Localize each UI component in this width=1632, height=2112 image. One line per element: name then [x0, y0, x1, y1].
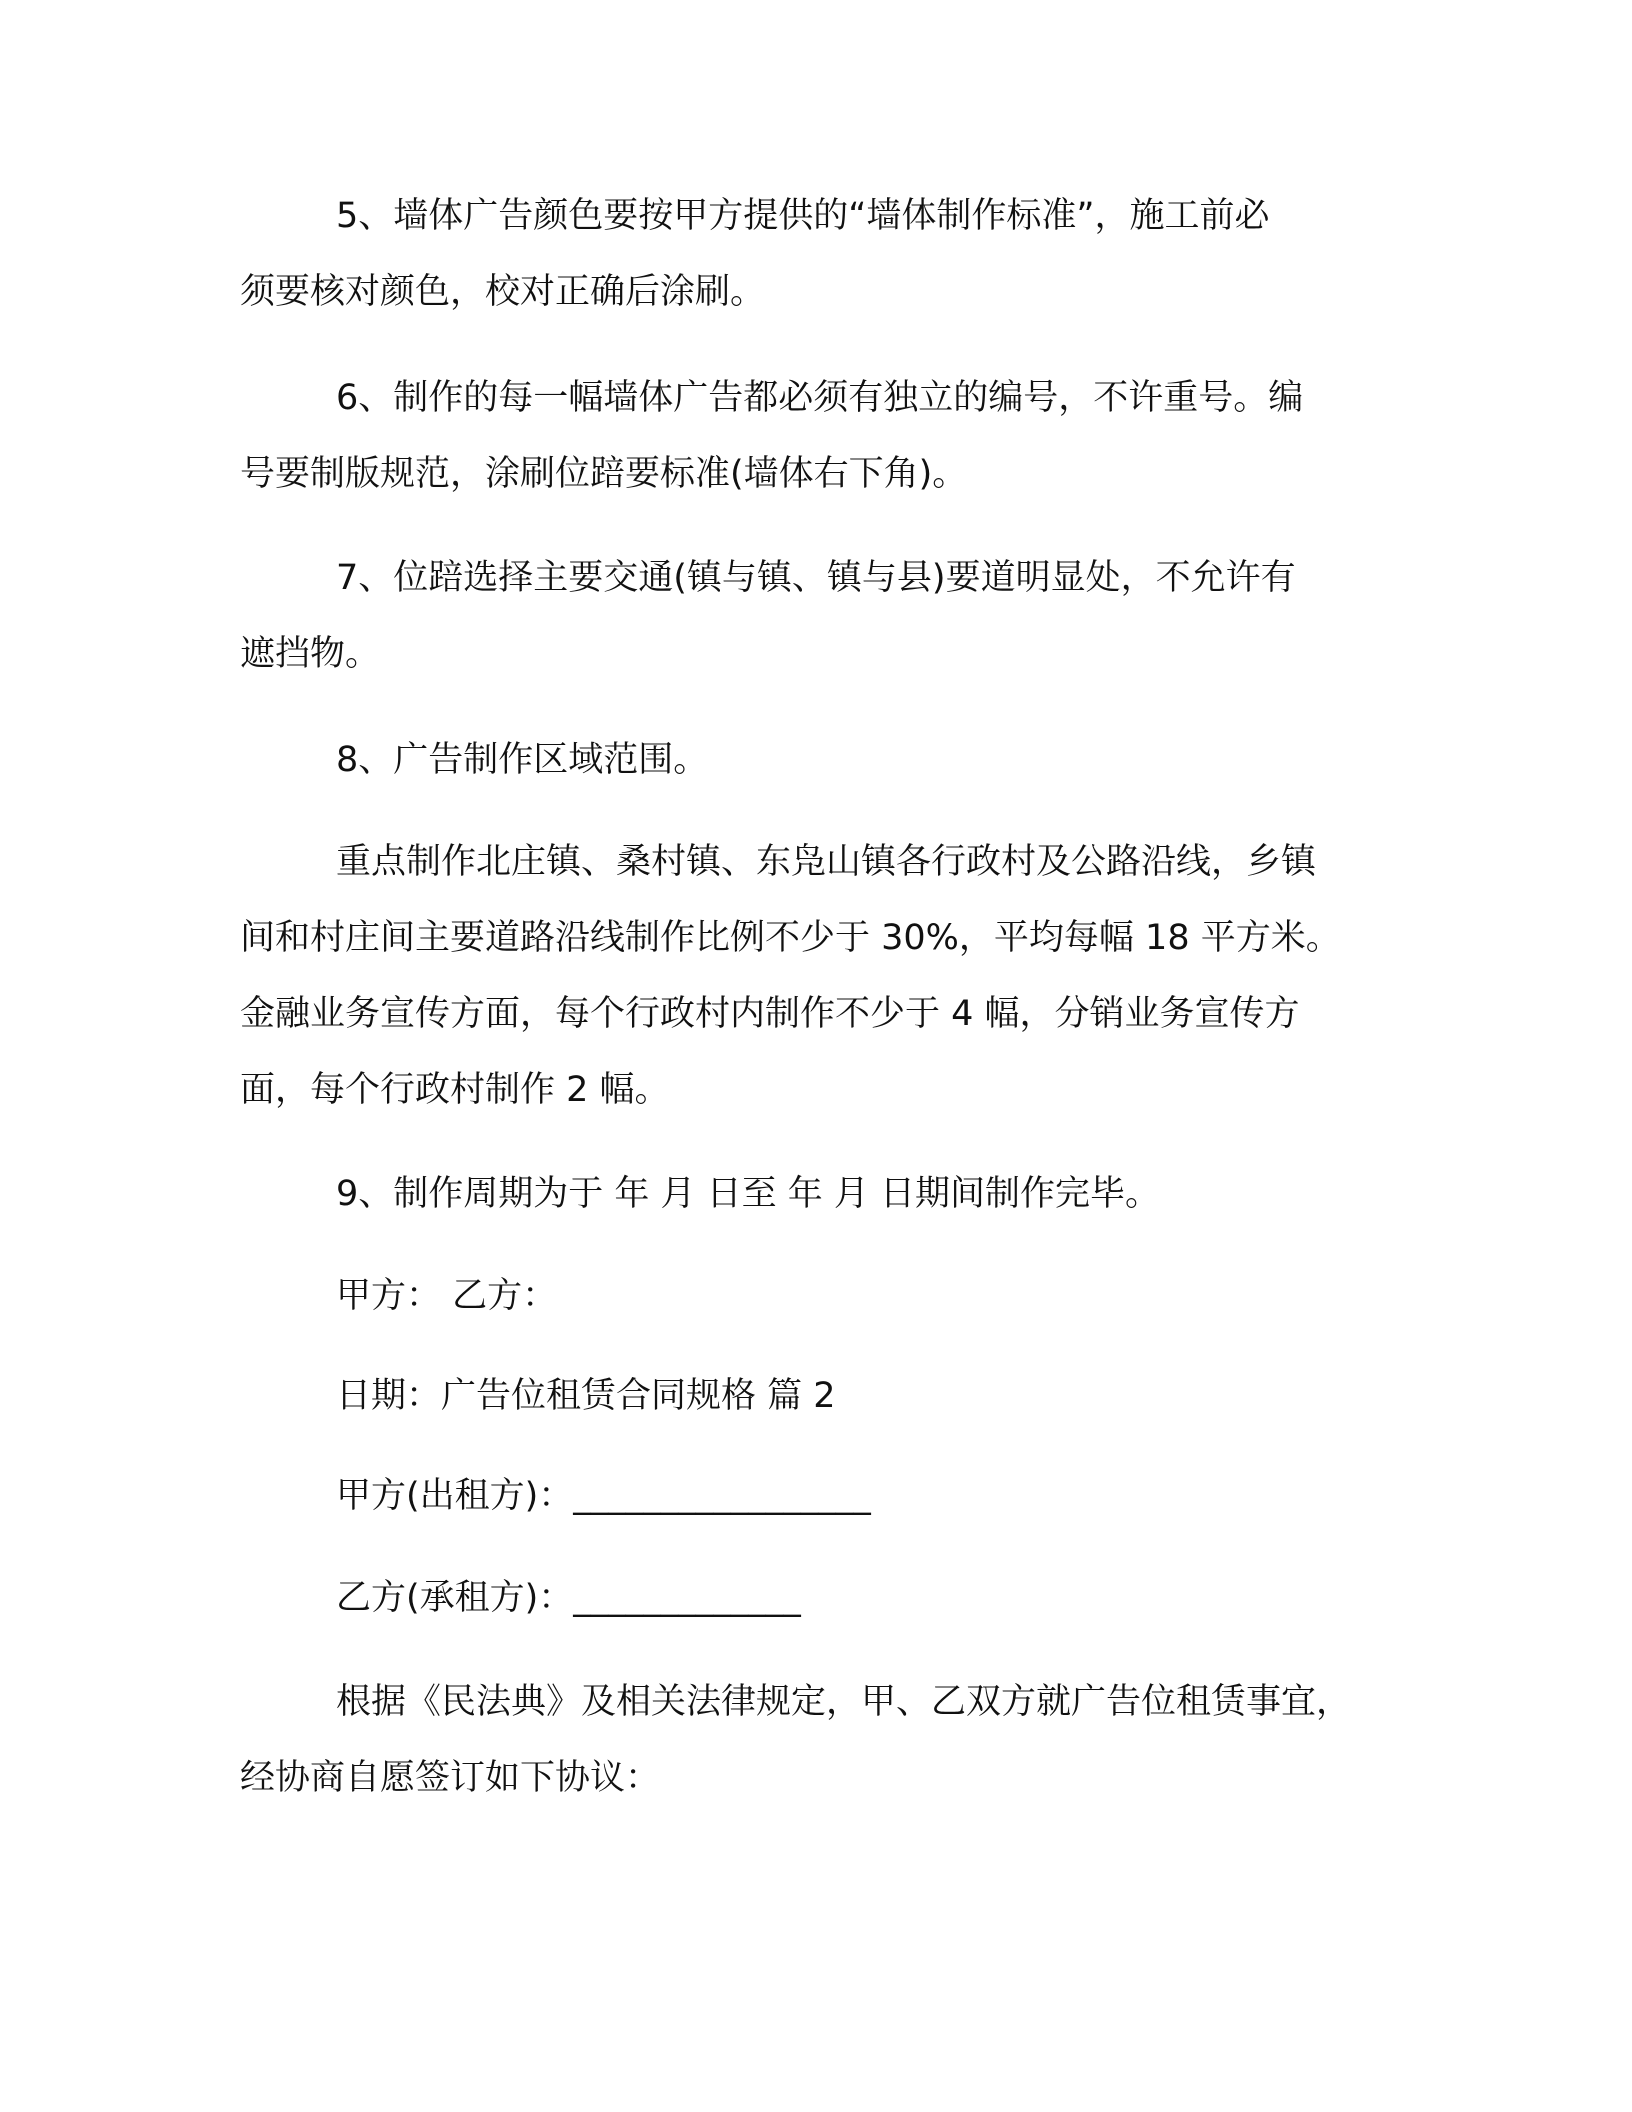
text-line: 根据《民法典》及相关法律规定，甲、乙双方就广告位租赁事宜，	[336, 1682, 1352, 1722]
paragraph-scope	[240, 824, 1400, 1128]
text-line: 9、制作周期为于 年 月 日至 年 月 日期间制作完毕。	[336, 1174, 1161, 1214]
text-line: 乙方(承租方)：_____________	[336, 1578, 801, 1618]
text-line: 甲方(出租方)：_________________	[336, 1476, 871, 1516]
paragraph-item-7	[240, 540, 1400, 692]
text-line: 6、制作的每一幅墙体广告都必须有独立的编号，不许重号。编	[336, 378, 1304, 418]
paragraph-item-6	[240, 360, 1400, 512]
text-line: 5、墙体广告颜色要按甲方提供的“墙体制作标准”，施工前必	[336, 196, 1270, 236]
text-line: 遮挡物。	[240, 634, 381, 674]
paragraph-item-8	[240, 722, 1400, 798]
text-line: 经协商自愿签订如下协议：	[240, 1758, 661, 1798]
paragraph-item-9	[240, 1156, 1400, 1232]
text-line: 金融业务宣传方面，每个行政村内制作不少于 4 幅，分销业务宣传方	[240, 994, 1300, 1034]
text-line: 7、位踣选择主要交通(镇与镇、镇与县)要道明显处，不允许有	[336, 558, 1296, 598]
text-line: 号要制版规范，涂刷位踣要标准(墙体右下角)。	[240, 454, 968, 494]
text-line: 重点制作北庄镇、桑村镇、东凫山镇各行政村及公路沿线，乡镇	[336, 842, 1317, 882]
text-line: 甲方： 乙方：	[336, 1276, 558, 1316]
paragraph-parties	[240, 1258, 1400, 1334]
text-line: 日期：广告位租赁合同规格 篇 2	[336, 1376, 836, 1416]
paragraph-preamble	[240, 1664, 1400, 1816]
paragraph-party-a	[240, 1458, 1400, 1534]
paragraph-item-5	[240, 178, 1400, 330]
paragraph-date	[240, 1358, 1400, 1434]
text-line: 间和村庄间主要道路沿线制作比例不少于 30%，平均每幅 18 平方米。	[240, 918, 1341, 958]
text-line: 须要核对颜色，校对正确后涂刷。	[240, 272, 766, 312]
text-line: 8、广告制作区域范围。	[336, 740, 709, 780]
paragraph-party-b	[240, 1560, 1400, 1636]
text-line: 面，每个行政村制作 2 幅。	[240, 1070, 670, 1110]
